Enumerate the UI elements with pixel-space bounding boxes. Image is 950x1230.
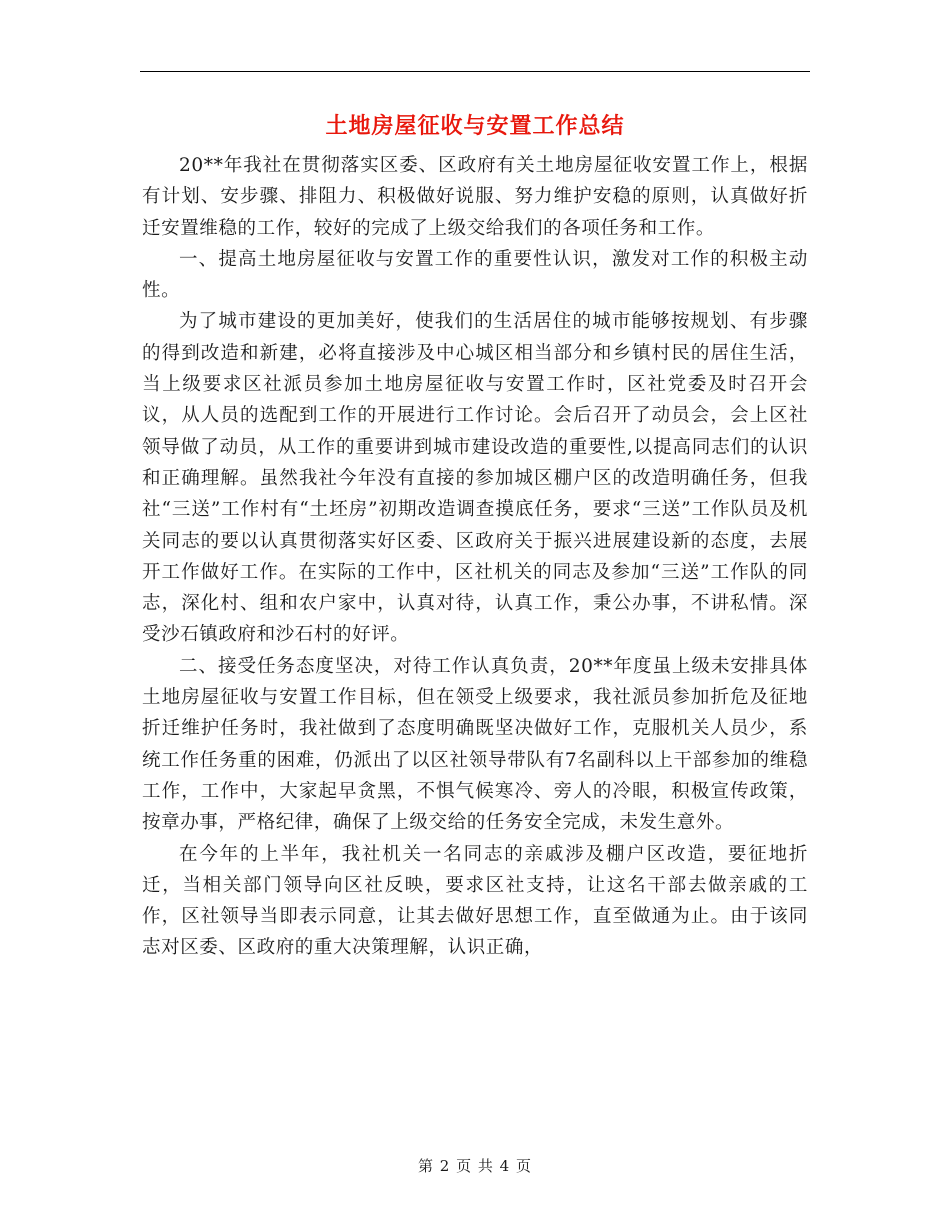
header-rule bbox=[140, 71, 810, 72]
document-title: 土地房屋征收与安置工作总结 bbox=[325, 113, 625, 139]
paragraph-section-one-body: 为了城市建设的更加美好，使我们的生活居住的城市能够按规划、有步骤的得到改造和新建，必将直接涉及中心城区相当部分和乡镇村民的居住生活，当上级要求区社派员参加土地房屋征收与安置工作时，区社党委及时召开会议，从人员的选配到工作的开展进行工作讨论。会后召开了动员会，会上区社领导做了动员，从工作的重要讲到城市建设改造的重要性,以提高同志们的认识和正确理解。虽然我社今年没有直接的参加城区棚户区的改造明确任务，但我社“三送”工作村有“土坯房”初期改造调查摸底任务，要求“三送”工作队员及机关同志的要以认真贯彻落实好区委、区政府关于振兴进展建设新的态度，去展开工作做好工作。在实际的工作中，区社机关的同志及参加“三送”工作队的同志，深化村、组和农户家中，认真对待，认真工作，秉公办事，不讲私情。深受沙石镇政府和沙石村的好评。 bbox=[142, 311, 808, 646]
page-number: 第 2 页 共 4 页 bbox=[418, 1157, 532, 1175]
paragraph-section-one-heading: 一、提高土地房屋征收与安置工作的重要性认识，激发对工作的积极主动性。 bbox=[142, 248, 808, 302]
paragraph-intro: 20**年我社在贯彻落实区委、区政府有关土地房屋征收安置工作上，根据有计划、安步骤、排阻力、积极做好说服、努力维护安稳的原则，认真做好折迁安置维稳的工作，较好的完成了上级交给我们的各项任务和工作。 bbox=[142, 155, 808, 239]
paragraph-section-two: 二、接受任务态度坚决，对待工作认真负责，20**年度虽上级未安排具体土地房屋征收与安置工作目标，但在领受上级要求，我社派员参加折危及征地折迁维护任务时，我社做到了态度明确既坚决做好工作，克服机关人员少，系统工作任务重的困难，仍派出了以区社领导带队有7名副科以上干部参加的维稳工作，工作中，大家起早贪黑，不惧气候寒冷、旁人的冷眼，积极宣传政策，按章办事，严格纪律，确保了上级交给的任务安全完成，未发生意外。 bbox=[142, 655, 808, 834]
document-body bbox=[142, 150, 808, 964]
paragraph-first-half-year: 在今年的上半年，我社机关一名同志的亲戚涉及棚户区改造，要征地折迁，当相关部门领导向区社反映，要求区社支持，让这名干部去做亲戚的工作，区社领导当即表示同意，让其去做好思想工作，直至做通为止。由于该同志对区委、区政府的重大决策理解，认识正确， bbox=[142, 843, 808, 959]
